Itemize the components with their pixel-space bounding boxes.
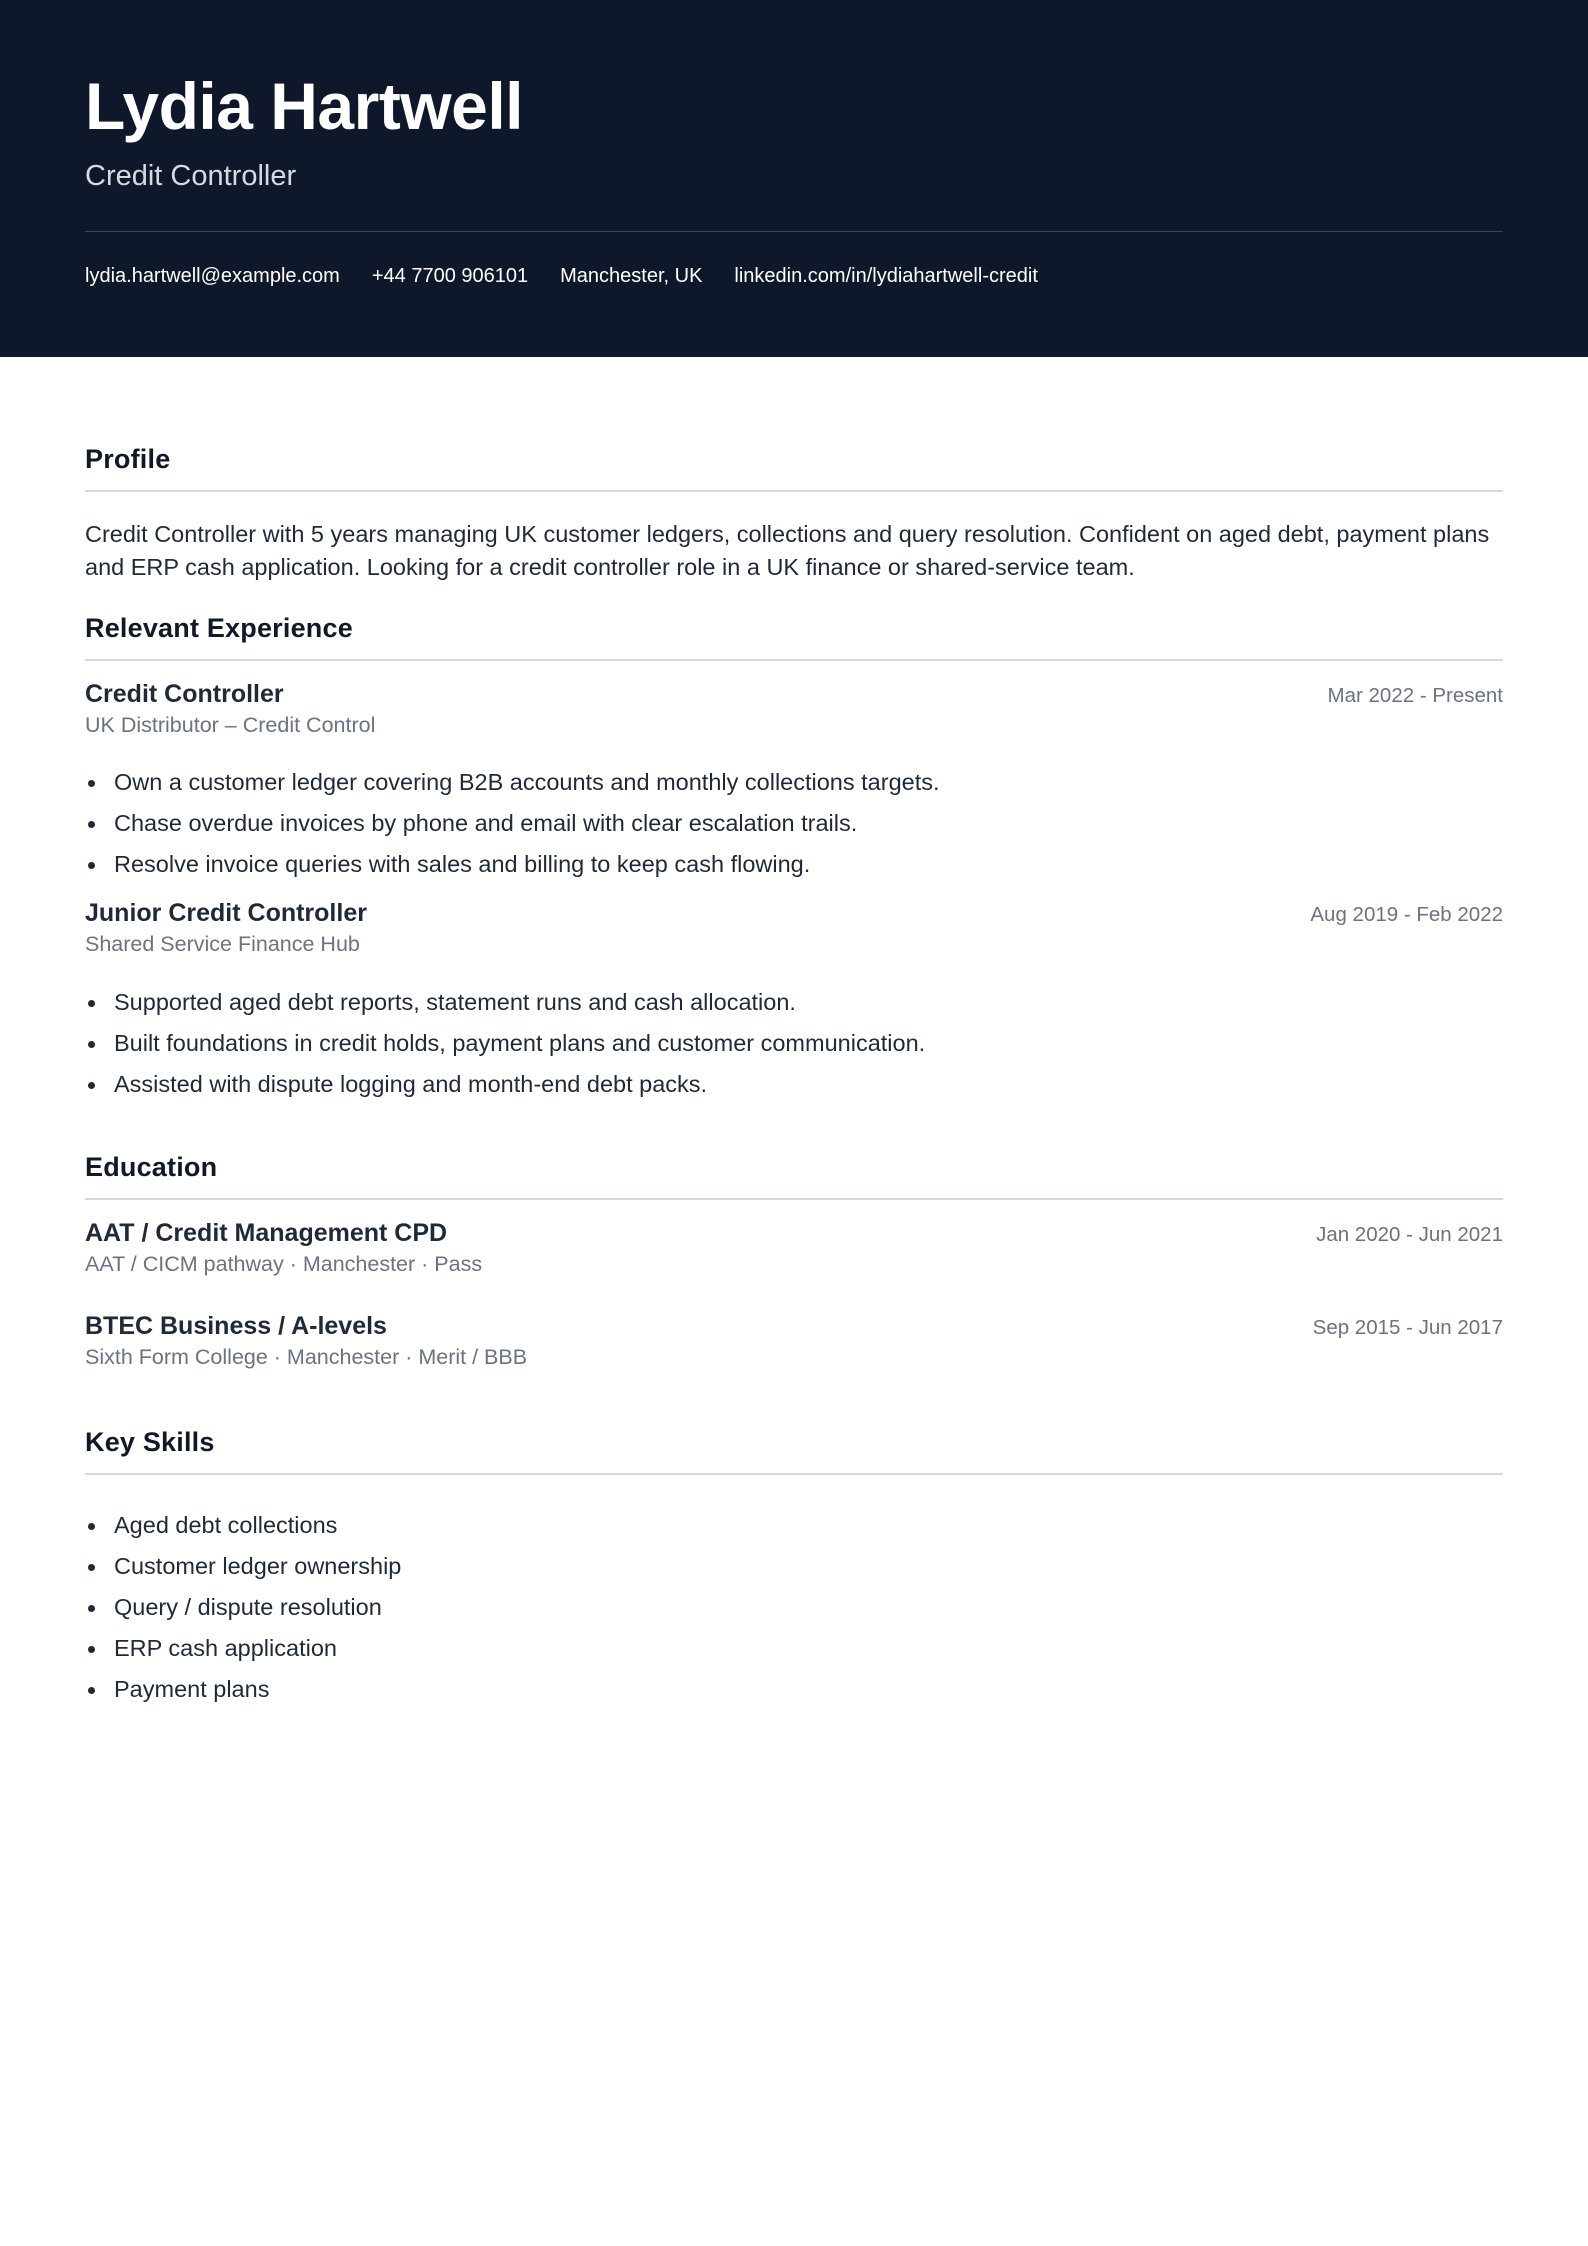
experience-entry xyxy=(85,897,1503,1105)
list-item: Query / dispute resolution xyxy=(85,1587,1503,1628)
skills-list xyxy=(85,1505,1503,1710)
list-item: Chase overdue invoices by phone and email with clear escalation trails. xyxy=(85,803,1503,844)
contact-location: Manchester, UK xyxy=(560,265,703,287)
profile-section xyxy=(85,357,1503,584)
resume-body xyxy=(0,357,1588,1710)
education-entry xyxy=(85,1310,1503,1371)
candidate-name: Lydia Hartwell xyxy=(85,69,524,143)
job-dates: Mar 2022 - Present xyxy=(1327,684,1503,707)
education-dates: Sep 2015 - Jun 2017 xyxy=(1312,1316,1503,1339)
section-divider xyxy=(85,1198,1503,1200)
list-item: Resolve invoice queries with sales and billing to keep cash flowing. xyxy=(85,844,1503,885)
job-title: Credit Controller xyxy=(85,680,284,708)
job-company: UK Distributor – Credit Control xyxy=(85,713,376,737)
section-divider xyxy=(85,490,1503,492)
education-detail: Sixth Form College · Manchester · Merit / BBB xyxy=(85,1345,528,1369)
list-item: Built foundations in credit holds, payment plans and customer communication. xyxy=(85,1023,1503,1064)
contact-phone[interactable]: +44 7700 906101 xyxy=(371,265,529,287)
section-heading: Profile xyxy=(85,444,171,474)
education-title: AAT / Credit Management CPD xyxy=(85,1219,448,1247)
list-item: Aged debt collections xyxy=(85,1505,1503,1546)
profile-summary: Credit Controller with 5 years managing UK customer ledgers, collections and query resolution. Confident on aged debt, payment plans and ERP cash application. Looking for a credit controller role in a UK finance or shared-service team. xyxy=(85,521,1490,580)
education-section xyxy=(85,1105,1503,1371)
contact-email[interactable]: lydia.hartwell@example.com xyxy=(85,265,340,287)
section-divider xyxy=(85,659,1503,661)
resume-header xyxy=(0,0,1588,357)
list-item: ERP cash application xyxy=(85,1628,1503,1669)
job-bullets xyxy=(85,982,1503,1105)
job-dates: Aug 2019 - Feb 2022 xyxy=(1310,903,1503,926)
list-item: Payment plans xyxy=(85,1669,1503,1710)
education-title: BTEC Business / A-levels xyxy=(85,1312,387,1340)
job-bullets xyxy=(85,762,1503,885)
section-heading: Education xyxy=(85,1152,218,1182)
education-detail: AAT / CICM pathway · Manchester · Pass xyxy=(85,1252,483,1276)
experience-section xyxy=(85,584,1503,1105)
list-item: Supported aged debt reports, statement runs and cash allocation. xyxy=(85,982,1503,1023)
contact-linkedin[interactable]: linkedin.com/in/lydiahartwell-credit xyxy=(734,265,1038,287)
list-item: Customer ledger ownership xyxy=(85,1546,1503,1587)
education-entry xyxy=(85,1217,1503,1278)
job-company: Shared Service Finance Hub xyxy=(85,932,360,956)
candidate-title: Credit Controller xyxy=(85,160,297,192)
header-divider xyxy=(85,231,1503,232)
job-title: Junior Credit Controller xyxy=(85,899,367,927)
list-item: Assisted with dispute logging and month-end debt packs. xyxy=(85,1064,1503,1105)
section-heading: Key Skills xyxy=(85,1427,215,1457)
section-heading: Relevant Experience xyxy=(85,613,353,643)
section-divider xyxy=(85,1473,1503,1475)
experience-entry xyxy=(85,678,1503,885)
skills-section xyxy=(85,1371,1503,1710)
contact-row xyxy=(85,263,1503,289)
list-item: Own a customer ledger covering B2B accounts and monthly collections targets. xyxy=(85,762,1503,803)
education-dates: Jan 2020 - Jun 2021 xyxy=(1316,1223,1503,1246)
